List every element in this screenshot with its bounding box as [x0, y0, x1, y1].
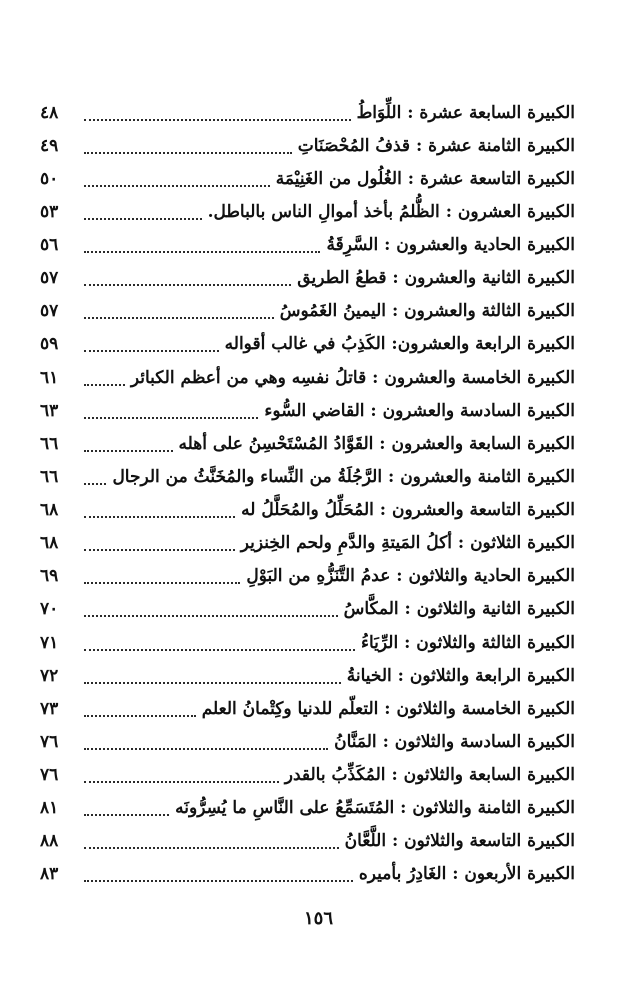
dot-leader [84, 450, 173, 452]
toc-entry-title: الكبيرة الثالثة والثلاثون : الرِّيَاءُ [361, 632, 575, 653]
dot-leader [84, 284, 291, 286]
toc-entry-page: ٧٣ [40, 698, 59, 719]
toc-entry-title: الكبيرة الأربعون : الغَادِرُ بأميره [358, 864, 575, 885]
toc-entry [40, 162, 575, 195]
toc-entry-title: الكبيرة التاسعة والعشرون : المُحَلِّلُ والمُحَلَّلُ له [241, 500, 575, 521]
toc-entry-title: الكبيرة الحادية والثلاثون : عدمُ التَّنَزُّهِ من البَوْلِ [246, 566, 575, 587]
toc-entry [40, 96, 575, 129]
toc-entry-title: الكبيرة الثامنة والثلاثون : المُتَسَمِّعُ على النَّاسِ ما يُسِرُّونَه [175, 798, 575, 819]
toc-entry [40, 659, 575, 692]
page-number: ١٥٦ [303, 908, 333, 929]
toc-entry-page: ٥٧ [40, 268, 59, 289]
dot-leader [84, 317, 274, 319]
toc-entry-title: الكبيرة الثامنة والعشرون : الرَّجُلَةُ من النِّساء والمُخَنَّثُ من الرجال [112, 466, 575, 487]
toc-entry-page: ٧١ [40, 632, 59, 653]
dot-leader [84, 748, 328, 750]
toc-entry-title: الكبيرة الحادية والعشرون : السَّرِقَةُ [326, 235, 575, 256]
dot-leader [84, 880, 353, 882]
toc-entry [40, 460, 575, 493]
toc-entry-page: ٦٦ [40, 466, 59, 487]
toc-entry [40, 858, 575, 891]
dot-leader [84, 218, 202, 220]
toc-entry-page: ٥٩ [40, 334, 59, 355]
toc-entry-page: ٦٨ [40, 533, 59, 554]
dot-leader [84, 781, 279, 783]
toc-entry-page: ٥٧ [40, 301, 59, 322]
toc-entry-title: الكبيرة السادسة والعشرون : القاضي السُّوء [264, 400, 575, 421]
dot-leader [84, 682, 341, 684]
toc-entry-page: ٧٠ [40, 599, 59, 620]
toc-entry [40, 626, 575, 659]
toc-entry-page: ٦٨ [40, 500, 59, 521]
toc-entry-page: ٤٩ [40, 135, 59, 156]
dot-leader [84, 185, 270, 187]
toc-entry-page: ٨٨ [40, 831, 59, 852]
toc-entry-title: الكبيرة الثانية والعشرون : قطعُ الطريق [297, 268, 575, 289]
toc-entry [40, 725, 575, 758]
toc-entry-page: ٥٣ [40, 201, 59, 222]
dot-leader [84, 649, 355, 651]
dot-leader [84, 847, 339, 849]
toc-entry-page: ٥٦ [40, 235, 59, 256]
toc-entry-page: ٦٦ [40, 433, 59, 454]
dot-leader [84, 119, 351, 121]
dot-leader [84, 715, 196, 717]
toc-entry [40, 262, 575, 295]
toc-entry-page: ٦٣ [40, 400, 59, 421]
toc-entry-title: الكبيرة الثانية والثلاثون : المكَّاسُ [343, 599, 575, 620]
toc-entry-page: ٦٩ [40, 566, 59, 587]
toc-entry-title: الكبيرة السابعة والثلاثون : المُكَذِّبُ بالقدر [284, 765, 575, 786]
dot-leader [84, 350, 219, 352]
dot-leader [84, 516, 235, 518]
toc-entry [40, 560, 575, 593]
toc-entry-page: ٧٦ [40, 731, 59, 752]
toc-entry [40, 759, 575, 792]
toc-entry-title: الكبيرة الرابعة والثلاثون : الخيانةُ [346, 665, 575, 686]
dot-leader [84, 549, 235, 551]
toc-entry-page: ٨٣ [40, 864, 59, 885]
toc-entry-page: ٥٠ [40, 168, 59, 189]
dot-leader [84, 615, 338, 617]
dot-leader [84, 814, 169, 816]
toc-entry-title: الكبيرة السابعة والعشرون : القَوَّادُ المُسْتَحْسِنُ على أهله [178, 433, 575, 454]
toc-entry-title: الكبيرة الخامسة والثلاثون : التعلّم للدنيا وكِتْمانُ العلم [201, 698, 575, 719]
toc-entry [40, 361, 575, 394]
dot-leader [84, 483, 106, 485]
toc-entry [40, 427, 575, 460]
toc-entry [40, 229, 575, 262]
toc-entry-title: الكبيرة التاسعة والثلاثون : اللَّعَّانُ [344, 831, 575, 852]
toc-entry-page: ٦١ [40, 367, 59, 388]
toc-entry-title: الكبيرة السابعة عشرة : اللِّوَاطُ [356, 102, 575, 123]
toc-entry-title: الكبيرة العشرون : الظُّلمُ بأخذ أموالِ الناس بالباطل. [207, 201, 575, 222]
dot-leader [84, 384, 125, 386]
toc-entry-page: ٧٦ [40, 765, 59, 786]
dot-leader [84, 417, 258, 419]
toc-entry-title: الكبيرة الثالثة والعشرون : اليمينُ الغَمُوسُ [279, 301, 575, 322]
toc-entry-page: ٨١ [40, 798, 59, 819]
toc-entry [40, 195, 575, 228]
toc-entry-page: ٤٨ [40, 102, 59, 123]
table-of-contents [40, 96, 575, 891]
toc-entry [40, 527, 575, 560]
toc-entry-page: ٧٢ [40, 665, 59, 686]
dot-leader [84, 582, 240, 584]
toc-entry [40, 792, 575, 825]
toc-entry-title: الكبيرة الثلاثون : أكلُ المَيتةِ والدَّمِ ولحم الخِنزير [240, 533, 575, 554]
toc-entry-title: الكبيرة التاسعة عشرة : الغُلُول من الغَنِيْمَة [275, 168, 575, 189]
toc-entry [40, 593, 575, 626]
toc-entry-title: الكبيرة الثامنة عشرة : قذفُ المُحْصَنَاتِ [297, 135, 575, 156]
toc-entry [40, 295, 575, 328]
toc-entry [40, 494, 575, 527]
toc-entry [40, 328, 575, 361]
toc-entry [40, 825, 575, 858]
toc-entry-title: الكبيرة الخامسة والعشرون : قاتلُ نفسِه وهي من أعظم الكبائر [130, 367, 575, 388]
toc-entry-title: الكبيرة السادسة والثلاثون : المَنَّانُ [334, 731, 575, 752]
toc-entry-title: الكبيرة الرابعة والعشرون: الكَذِبُ في غالب أقواله [224, 334, 575, 355]
toc-entry [40, 129, 575, 162]
dot-leader [84, 251, 320, 253]
dot-leader [84, 152, 292, 154]
toc-entry [40, 692, 575, 725]
toc-entry [40, 394, 575, 427]
